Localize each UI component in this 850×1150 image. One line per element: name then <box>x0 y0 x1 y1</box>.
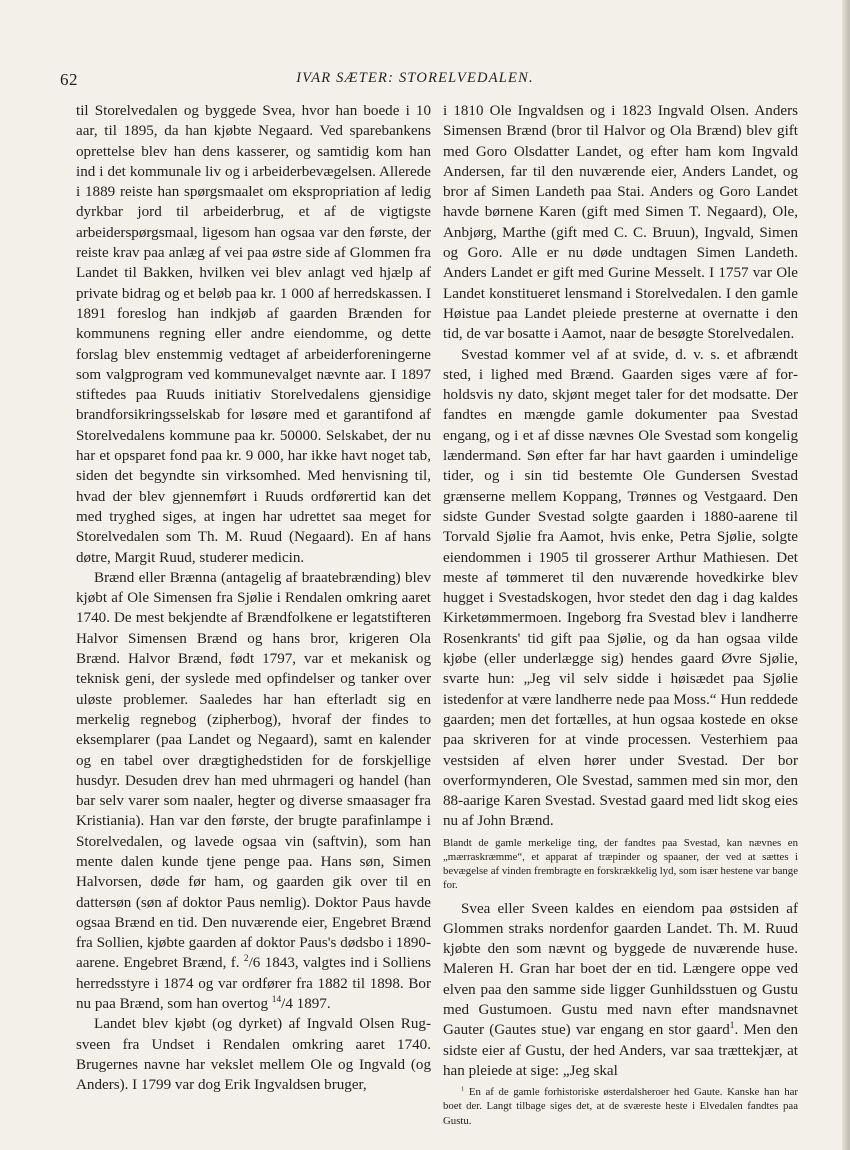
braend-text-2: 1843, valgtes ind i Solliens herredsstyre i 1874 og var ordfører fra 1882 til 1898. Bor nu paa Brænd, som han overtog <box>76 955 431 1013</box>
svea-text: Svea eller Sveen kaldes en eiendom paa østsiden af Glommen straks nordenfor gaarden Landet. Th. M. Ruud kjøbte den som nævnt og byggede de nuværende huse. Maleren H. Gran har boet der en tid. Længere oppe ved elven paa den samme side ligger Gunhildsstuen og Gustu med Gustumoen. Gustu med navn efter mandsnavnet Gauter (Gautes stue) var engang en stor gaard <box>443 900 798 1039</box>
page-number: 62 <box>60 70 78 89</box>
paragraph-ruud: til Storelvedalen og byggede Svea, hvor han boede i 10 aar, til 1895, da han kjøbte Negaard. Ved sparebankens oprettelse blev han dens kasserer, og samtidig kom han ind i det kommunale liv og i arbeiderbevægelsen. Allerede i 1889 reiste han spørgsmaalet om ekspropriation af ledig dyrkbar jord til arbeiderbrug, et af de vigtigste arbeiderspørgsmaal, ligesom han ogsaa var den første, der reiste krav paa anlæg af vei paa østre side af Glommen fra Landet til Bakken, hvilken vei blev anlagt ved hjælp af private bidrag og et beløb paa kr. 1 000 af herredskassen. I 1891 foreslog han indkjøb af gaarden Brænden for kommunens regning eller andre eiendomme, og dette forslag blev enstemmig vedtaget af arbeiderforeningerne som valgprogram ved kommunevalget nævnte aar. I 1897 stiftedes paa Ruuds initiativ Storelvedalens gjensidige brandforsikringsselskab for løsøre med et garantifond af Storelvedalens kommune paa kr. 50000. Selskabet, der nu har et opsparet fond paa kr. 9 000, har ikke havt noget tab, siden det begyndte sin virksomhed. Med henvisning til, hvad der blev gjennemført i Ruuds ordførertid kan det med tryghed siges, at ingen har udrettet saa meget for Storelvedalen som Th. M. Ruud (Negaard). En af hans døtre, Margit Ruud, studerer medicin. <box>76 103 431 566</box>
paragraph-landet: Landet blev kjøbt (og dyrket) af Ingvald Olsen Rugsveen fra Undset i Rendalen omkring aaret 1740. Brugernes navne har vekslet mellem Ole og Ingvald (og Anders). I 1799 var dog Erik Ingvaldsen bruger, <box>76 1016 431 1094</box>
right-column <box>443 101 798 1128</box>
paragraph-svea <box>443 899 798 1082</box>
page-header <box>60 70 770 92</box>
paragraph-svestad: Svestad kommer vel af at svide, d. v. s. et afbrændt sted, i lighed med Brænd. Gaarden siges være af forholdsvis ny dato, skjønt meget taler for det modsatte. Der fandtes en mængde gamle dokumenter paa Svestad engang, og i et af disse nævnes Ole Svestad som kongelig lændermand. Søn efter far har havt gaarden i umindelige tider, og i sin tid bestemte Ole Gundersen Svestad grænserne mellem Koppang, Trønnes og Vestgaard. Den sidste Gunder Svestad solgte gaarden i 1880-aarene til Torvald Sjølie fra Aamot, hvis enke, Petra Sjølie, solgte eiendommen i 1905 til grosserer Arthur Mathiesen. Det meste af tømmeret til den nuværende hovedkirke blev hugget i Svestadskogen, hvor stedet den dag i dag kaldes Kirketømmermoen. Ingeborg fra Svestad blev i landherre Rosenkrants' tid gift paa Sjølie, og da han ogsaa vilde kjøbe (eller underlægge sig) hendes gaard Øvre Sjølie, svarte hun: „Jeg vil selv sidde i høisædet paa Sjølie istedenfor at være landherre nede paa Moss.“ Hun reddede gaarden; men det fortælles, at hun ogsaa kostede en okse paa skriveren for at vinde processen. Vesterhiem paa vestsiden af elven hører under Svestad. Der bor overformynderen, Ole Svestad, sammen med sin mor, den 88-aarige Karen Svestad. Svestad gaard med lidt skog eies nu af John Brænd. <box>443 346 798 830</box>
paragraph-landet-cont: i 1810 Ole Ingvaldsen og i 1823 Ingvald Olsen. Anders Simensen Brænd (bror til Halvor og Ola Brænd) blev gift med Goro Olsdatter Landet, og efter ham kom Ingvald Andersen, far til den nuværende eier, Anders Landet, og bror af Simen Landeth paa Stai. Anders og Goro Landet havde børnene Karen (gift med Simen T. Negaard), Ole, Anbjørg, Marthe (gift med C. C. Bruun), Ingvald, Simen og Goro. Alle er nu døde undtagen Simen Landeth. Anders Landet er gift med Gurine Messelt. I 1757 var Ole Landet konstitueret lensmand i Storelvedalen. I den gamle Høistue paa Landet pleiede presterne at overnatte i den tid, de var bosatte i Aamot, naar de besøgte Storelvedalen. <box>443 103 798 343</box>
braend-text-3: 1897. <box>292 996 331 1013</box>
note-svestad: Blandt de gamle merkelige ting, der fandtes paa Svestad, kan nævnes en „mærraskræmme“, et apparat af træpinder og spaaner, der ved at sættes i bevægelse af vinden frembragte en forskrækkelig lyd, som især hestene var bange for. <box>443 836 798 892</box>
left-column <box>76 101 431 1096</box>
birth-date-month: /6 <box>248 955 261 972</box>
running-title: IVAR SÆTER: STORELVEDALEN. <box>296 70 534 86</box>
braend-text-1: Brænd eller Brænna (antagelig af braatebrænding) blev kjøbt af Ole Simensen fra Sjølie i Rendalen omkring aaret 1740. De mest bekjendte af Brændfolkene er legatstifteren Halvor Simensen Brænd og hans bror, krigeren Ola Brænd. Halvor Brænd, født 1797, var et mekanisk og teknisk geni, der syslede med opfindelser og tanker over uløste problemer. Saaledes har han efterladt sig en merkelig regnebog (zipherbog), hvoraf der findes to eksemplarer (paa Landet og Negaard), samt en kalender og en tabel over drægtighedstiden for de forskjellige husdyr. Desuden drev han med uhrmageri og handel (han bar selv varer som naaler, hegter og diverse smaasager fra Kristiania). Han var den første, der brugte parafinlampe i Storelvedalen, og lavede ogsaa vin (saftvin), som han mente dalen kunde tjene penge paa. Hans søn, Simen Halvorsen, døde før ham, og gaarden gik over til en dattersøn (søn af doktor Paus nemlig). Doktor Paus havde ogsaa Brænd en tid. Den nuværende eier, Engebret Brænd fra Sollien, kjøbte gaarden af doktor Paus's dødsbo i 1890-aarene. Engebret Brænd, f. <box>76 569 431 972</box>
footnote <box>443 1085 798 1128</box>
footnote-text: En af de gamle forhistoriske østerdalsheroer hed Gaute. Kanske han har boet der. Langt tilbage siges det, at de sværeste heste i Elvedalen fandtes paa Gustu. <box>443 1086 798 1127</box>
takeover-date-day: 14 <box>271 995 282 1006</box>
svea-text-end: . Men den sidste eier af Gustu, der hed Anders, var saa trættekjær, at han pleiede at sige: „Jeg skal <box>443 1022 798 1079</box>
paragraph-braend <box>76 568 431 1015</box>
takeover-date-month: /4 <box>281 996 293 1013</box>
birth-date-day: 2 <box>243 954 249 965</box>
footnote-reference: 1 <box>729 1021 735 1032</box>
footnote-marker: 1 <box>461 1085 465 1093</box>
page-edge <box>842 0 850 1150</box>
